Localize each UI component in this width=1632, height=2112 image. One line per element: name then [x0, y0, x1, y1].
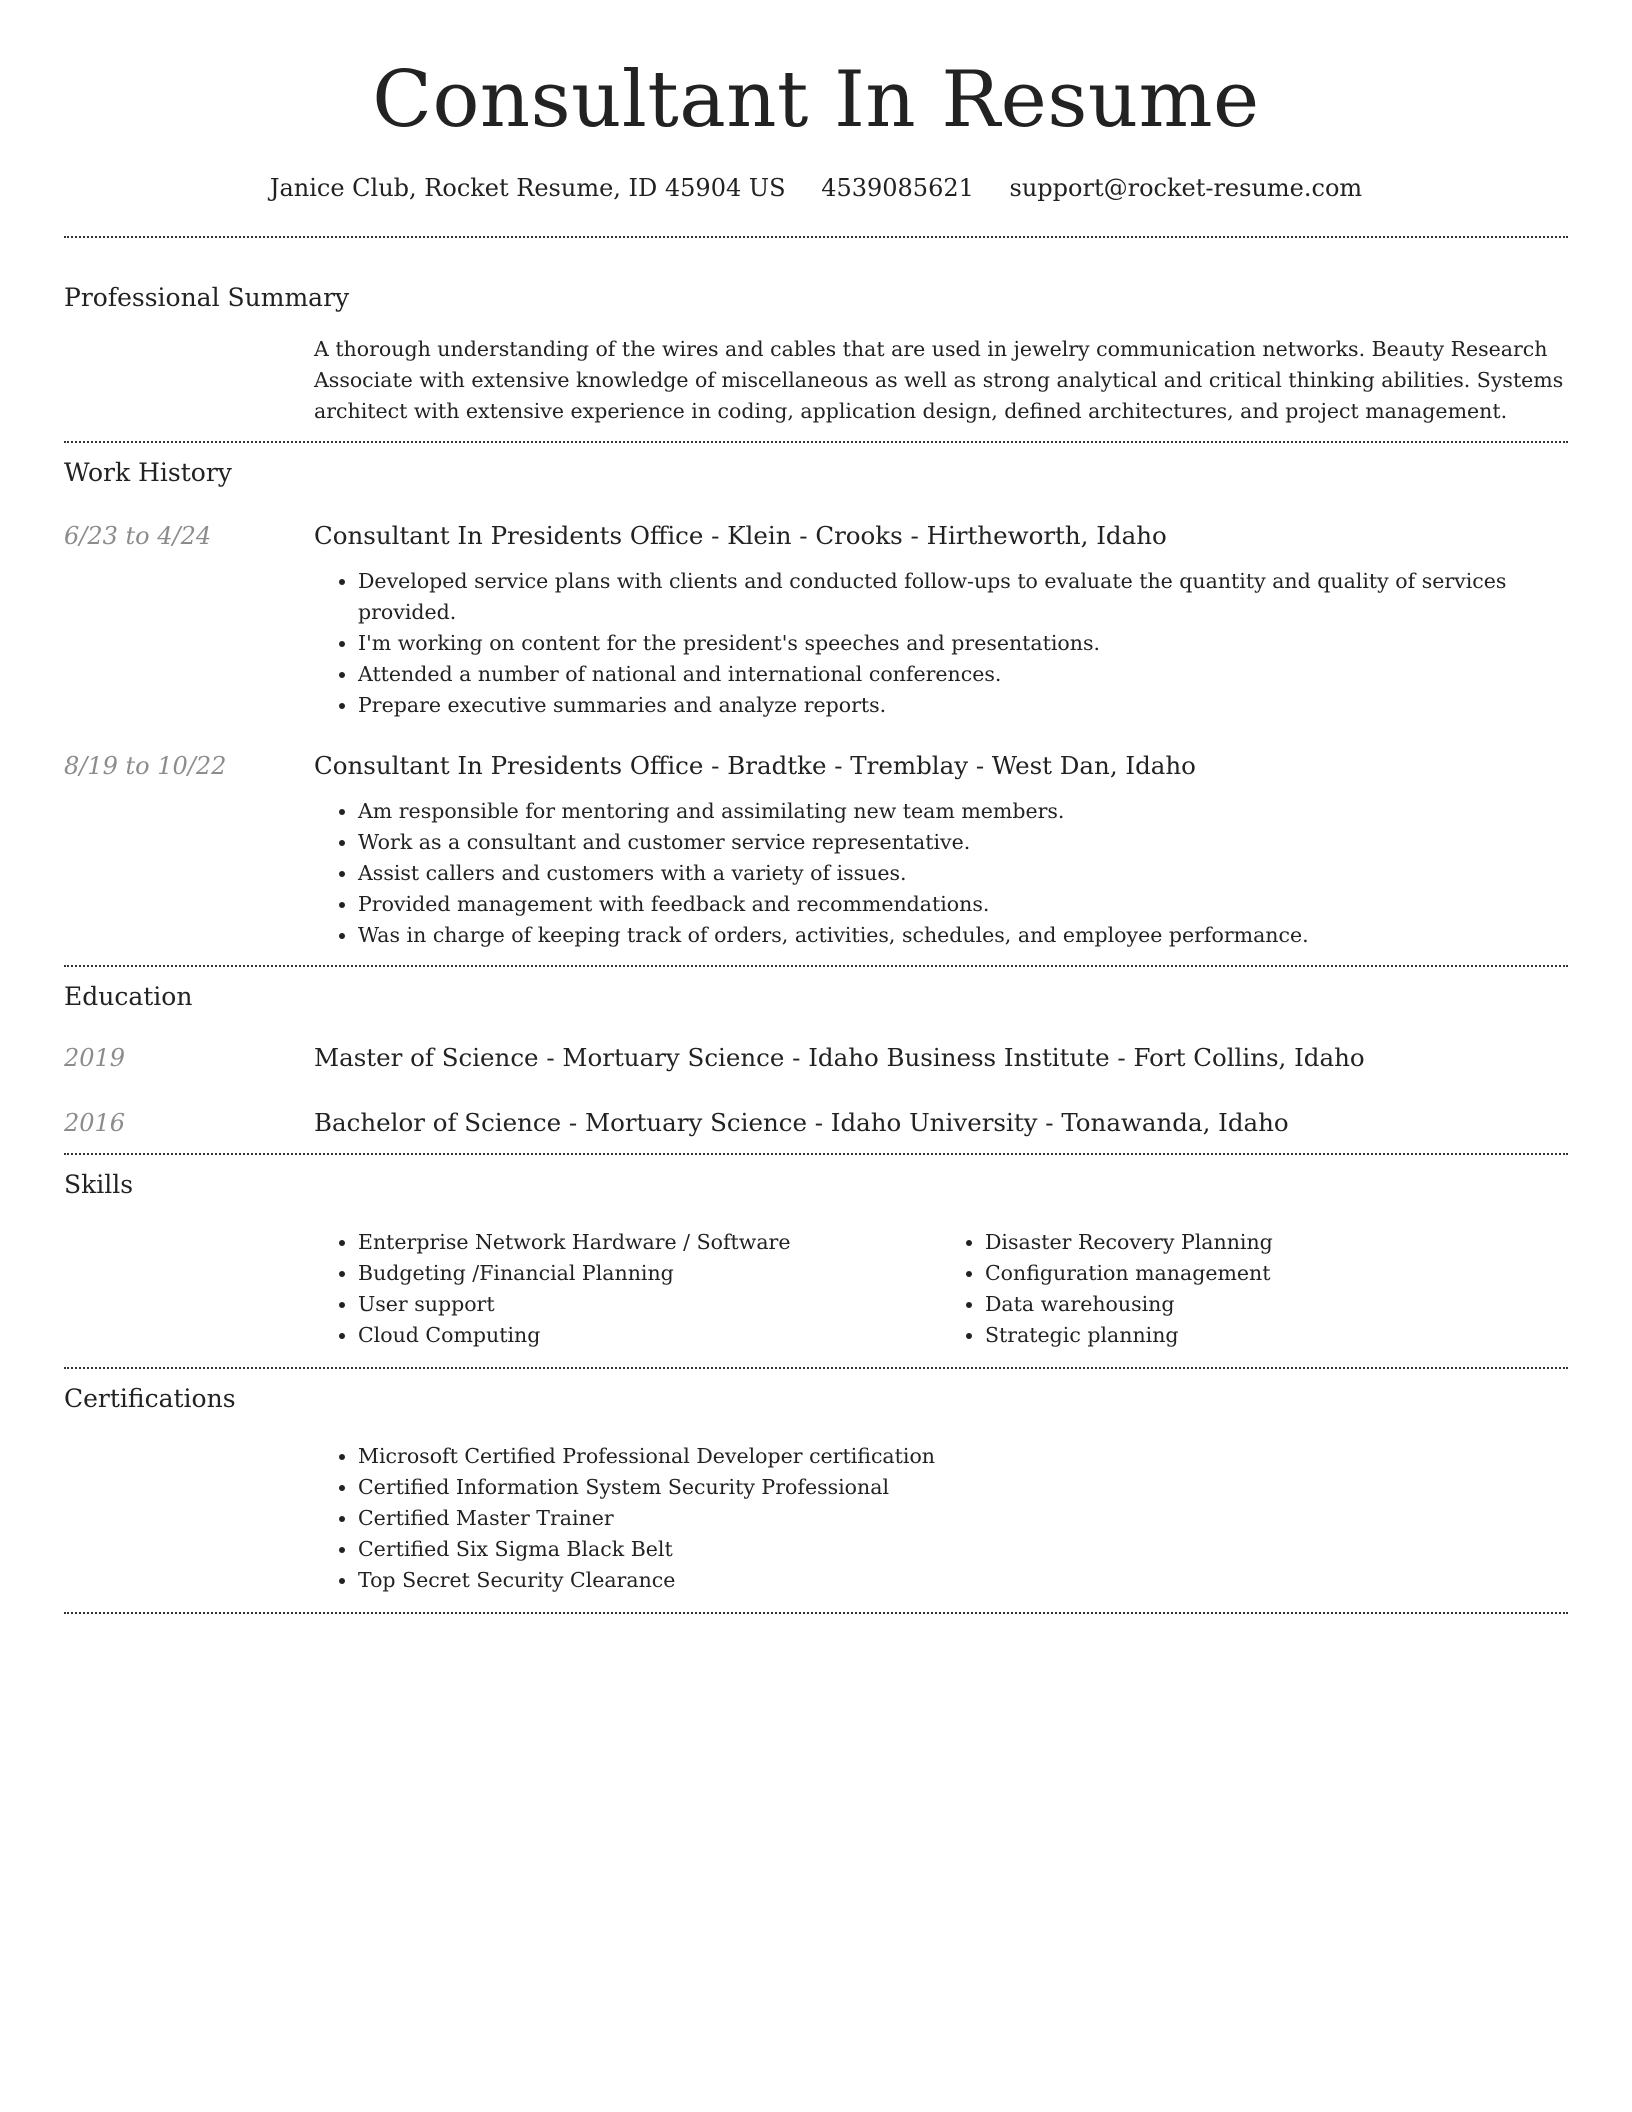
list-item: • Configuration management: [985, 1258, 1568, 1289]
education-heading: Master of Science - Mortuary Science - Idaho Business Institute - Fort Collins, Idaho: [314, 1043, 1365, 1072]
divider: [64, 236, 1568, 238]
education-entry: [64, 1108, 1568, 1137]
section-title-summary: Professional Summary: [64, 283, 350, 312]
skills-columns: [314, 1227, 1568, 1351]
divider: [64, 1612, 1568, 1614]
contact-phone: 4539085621: [821, 174, 974, 202]
list-item: • Provided management with feedback and recommendations.: [358, 889, 1568, 920]
divider: [64, 1153, 1568, 1155]
education-entry: [64, 1043, 1568, 1072]
summary-section: [64, 280, 1568, 427]
contact-email: support@rocket-resume.com: [1009, 174, 1363, 202]
list-item: • Strategic planning: [985, 1320, 1568, 1351]
education-year: 2016: [64, 1109, 126, 1137]
job-dates: 8/19 to 10/22: [64, 752, 227, 780]
job-entry: [64, 521, 1568, 721]
list-item: • Certified Master Trainer: [358, 1503, 1568, 1534]
divider: [64, 965, 1568, 967]
list-item: • Top Secret Security Clearance: [358, 1565, 1568, 1596]
education-year: 2019: [64, 1044, 126, 1072]
list-item: • Prepare executive summaries and analyze reports.: [358, 690, 1568, 721]
summary-text: A thorough understanding of the wires and cables that are used in jewelry communication networks. Beauty Research Associate with extensive knowledge of miscellaneous as well as strong analytical and critical thinking abilities. Systems architect with extensive experience in coding, application design, defined architectures, and project management.: [314, 337, 1564, 423]
job-bullets: [314, 796, 1568, 951]
job-bullets: [314, 566, 1568, 721]
list-item: • Cloud Computing: [358, 1320, 941, 1351]
list-item: • Was in charge of keeping track of orders, activities, schedules, and employee performance.: [358, 920, 1568, 951]
list-item: • User support: [358, 1289, 941, 1320]
list-item: • I'm working on content for the president's speeches and presentations.: [358, 628, 1568, 659]
list-item: • Work as a consultant and customer service representative.: [358, 827, 1568, 858]
resume-name: Consultant In Resume: [372, 55, 1260, 145]
job-dates: 6/23 to 4/24: [64, 522, 212, 550]
resume-header: [64, 0, 1568, 204]
list-item: • Am responsible for mentoring and assimilating new team members.: [358, 796, 1568, 827]
job-heading: Consultant In Presidents Office - Klein - Crooks - Hirtheworth, Idaho: [314, 521, 1167, 550]
section-title-education: Education: [64, 982, 193, 1011]
section-title-skills: Skills: [64, 1170, 134, 1199]
certifications-section: [64, 1381, 1568, 1612]
work-history-section: [64, 455, 1568, 965]
contact-line: [64, 172, 1568, 204]
certifications-list: [314, 1441, 1568, 1596]
list-item: • Certified Information System Security Professional: [358, 1472, 1568, 1503]
list-item: • Data warehousing: [985, 1289, 1568, 1320]
list-item: • Microsoft Certified Professional Developer certification: [358, 1441, 1568, 1472]
divider: [64, 441, 1568, 443]
list-item: • Certified Six Sigma Black Belt: [358, 1534, 1568, 1565]
list-item: • Budgeting /Financial Planning: [358, 1258, 941, 1289]
job-entry: [64, 751, 1568, 951]
list-item: • Enterprise Network Hardware / Software: [358, 1227, 941, 1258]
skills-list-right: [941, 1227, 1568, 1351]
list-item: • Assist callers and customers with a variety of issues.: [358, 858, 1568, 889]
list-item: • Developed service plans with clients and conducted follow-ups to evaluate the quantity and quality of services provided.: [358, 566, 1568, 628]
job-heading: Consultant In Presidents Office - Bradtke - Tremblay - West Dan, Idaho: [314, 751, 1196, 780]
section-title-work-history: Work History: [64, 458, 232, 487]
skills-section: [64, 1167, 1568, 1367]
list-item: • Disaster Recovery Planning: [985, 1227, 1568, 1258]
contact-address: Janice Club, Rocket Resume, ID 45904 US: [269, 174, 786, 202]
education-section: [64, 979, 1568, 1153]
education-heading: Bachelor of Science - Mortuary Science - Idaho University - Tonawanda, Idaho: [314, 1108, 1289, 1137]
divider: [64, 1367, 1568, 1369]
skills-list-left: [314, 1227, 941, 1351]
section-title-certifications: Certifications: [64, 1384, 236, 1413]
list-item: • Attended a number of national and international conferences.: [358, 659, 1568, 690]
